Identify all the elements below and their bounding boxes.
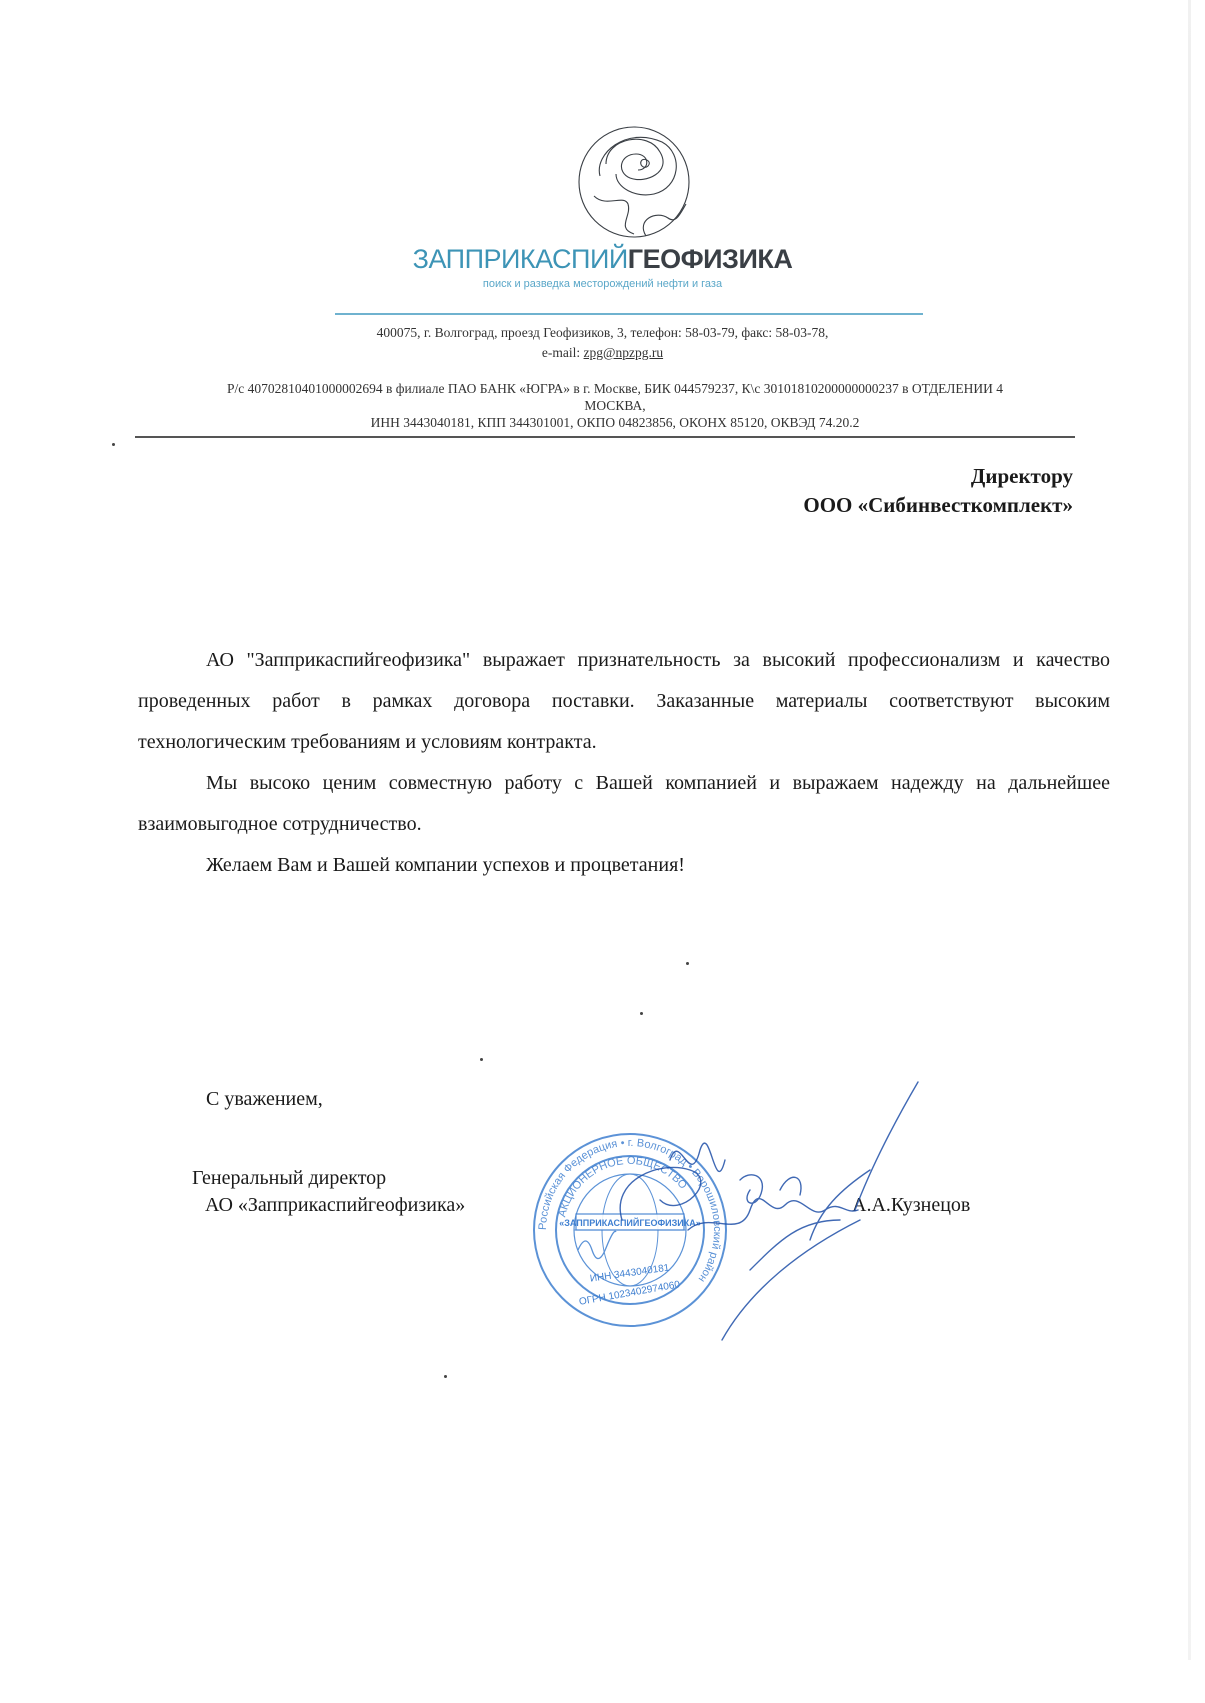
company-email-line [0,343,1205,363]
scan-speck [640,1012,643,1015]
scan-speck [480,1058,483,1061]
company-name-logotype [0,244,1205,275]
seal-ogrn: ОГРН 1023402974060 [578,1279,681,1308]
company-name-part-bold: ГЕОФИЗИКА [627,244,793,274]
company-tagline: поиск и разведка месторождений нефти и газа [482,278,723,290]
bank-details-line-1: Р/с 40702810401000002694 в филиале ПАО БАНК «ЮГРА» в г. Москве, БИК 044579237, К\с 30101810200000000237 в ОТДЕЛЕНИИ 4 [226,381,1004,396]
company-address: 400075, г. Волгоград, проезд Геофизиков, 3, телефон: 58-03-79, факс: 58-03-78, [376,325,829,340]
bank-details-block [150,380,1080,431]
recipient-block [803,462,1073,520]
signer-position: Генеральный директор [192,1167,387,1189]
body-paragraph-1: АО "Запприкаспийгеофизика" выражает признательность за высокий профессионализм и качество проведенных работ в рамках договора поставки. Заказанные материалы соответствуют высоким технологическим требованиям и условиям контракта. [138,649,1110,753]
recipient-title: Директору [970,464,1073,488]
body-paragraph-3: Желаем Вам и Вашей компании успехов и процветания! [206,854,685,876]
handwritten-signature [600,1070,930,1390]
bank-details-line-3: ИНН 3443040181, КПП 344301001, ОКПО 04823856, ОКОНХ 85120, ОКВЭД 74.20.2 [370,415,860,430]
scan-speck [112,443,115,446]
scan-speck [444,1375,447,1378]
bank-details-line-2: МОСКВА, [584,398,646,413]
scan-speck [686,962,689,965]
letter-body [138,640,1110,886]
signer-name: А.А.Кузнецов [852,1194,971,1216]
signer-organization: АО «Запприкаспийгеофизика» [205,1194,466,1216]
seal-inner-text: АКЦИОНЕРНОЕ ОБЩЕСТВО [556,1154,690,1219]
body-paragraph-2: Мы высоко ценим совместную работу с Вашей компанией и выражаем надежду на дальнейшее взаимовыгодное сотрудничество. [138,772,1110,835]
seal-center-label: «ЗАППРИКАСПИЙГЕОФИЗИКА» [559,1218,701,1228]
letterhead-divider [135,436,1075,438]
email-link[interactable]: zpg@npzpg.ru [583,345,664,360]
company-address-block [0,323,1205,363]
letterhead-accent-line [335,313,923,315]
seal-outer-text: Российская Федерация • г. Волгоград • Ворошиловский район [536,1136,724,1285]
company-logo-icon [576,124,692,240]
seal-inn: ИНН 3443040181 [589,1262,671,1285]
recipient-company: ООО «Сибинвесткомплект» [803,493,1073,517]
closing-regards: С уважением, [206,1088,323,1110]
email-label: e-mail: [541,345,581,360]
company-name-part-light: ЗАППРИКАСПИЙ [412,244,628,274]
